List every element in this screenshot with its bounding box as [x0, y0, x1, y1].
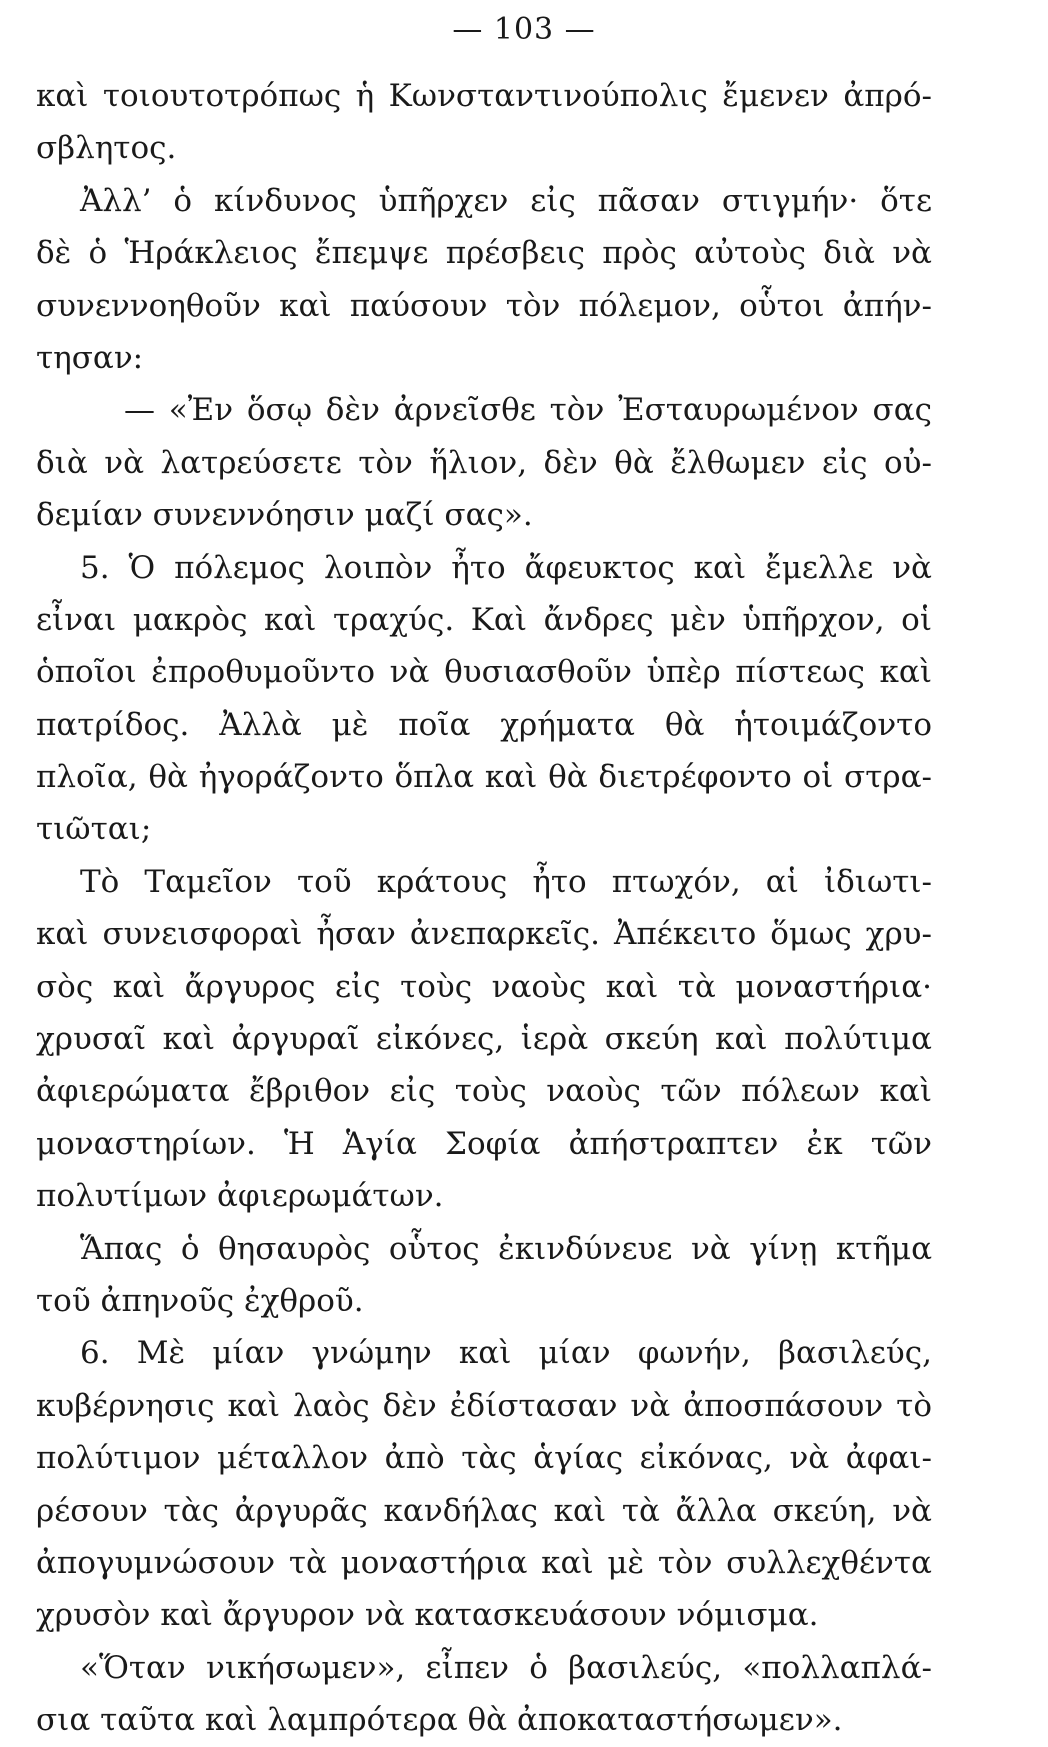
text-line: Τὸ Ταμεῖον τοῦ κράτους ἦτο πτωχόν, αἱ ἰδιωτι- — [80, 863, 932, 900]
text-line: 6. Μὲ μίαν γνώμην καὶ μίαν φωνήν, βασιλεύς, — [80, 1335, 932, 1372]
text-line: συνεννοηθοῦν καὶ παύσουν τὸν πόλεμον, οὗτοι ἀπήν- — [36, 287, 932, 324]
text-line: τοῦ ἀπηνοῦς ἐχθροῦ. — [36, 1282, 364, 1319]
text-line: πολύτιμον μέταλλον ἀπὸ τὰς ἁγίας εἰκόνας, νὰ ἀφαι- — [36, 1440, 932, 1477]
text-line: διὰ νὰ λατρεύσετε τὸν ἥλιον, δὲν θὰ ἔλθωμεν εἰς οὐ- — [36, 444, 932, 481]
text-line: τησαν: — [36, 339, 144, 376]
text-line: σια ταῦτα καὶ λαμπρότερα θὰ ἀποκαταστήσωμεν». — [36, 1702, 843, 1739]
text-line: μοναστηρίων. Ἡ Ἁγία Σοφία ἀπήστραπτεν ἐκ τῶν — [36, 1125, 932, 1162]
text-line: τιῶται; — [36, 811, 152, 848]
body-text — [36, 70, 932, 1747]
text-line: ἀφιερώματα ἔβριθον εἰς τοὺς ναοὺς τῶν πόλεων καὶ — [36, 1073, 932, 1110]
text-line: «Ὅταν νικήσωμεν», εἶπεν ὁ βασιλεύς, «πολλαπλά- — [80, 1649, 932, 1686]
text-line: καὶ συνεισφοραὶ ἦσαν ἀνεπαρκεῖς. Ἀπέκειτο ὅμως χρυ- — [36, 916, 932, 953]
page-number: — 103 — — [452, 12, 596, 47]
text-line: Ἅπας ὁ θησαυρὸς οὗτος ἐκινδύνευε νὰ γίνῃ κτῆμα — [80, 1230, 932, 1267]
text-line: χρυσαῖ καὶ ἀργυραῖ εἰκόνες, ἱερὰ σκεύη καὶ πολύτιμα — [36, 1021, 932, 1058]
text-line: πολυτίμων ἀφιερωμάτων. — [36, 1178, 444, 1215]
text-line: 5. Ὁ πόλεμος λοιπὸν ἦτο ἄφευκτος καὶ ἔμελλε νὰ — [80, 549, 932, 586]
text-line: δεμίαν συνεννόησιν μαζί σας». — [36, 497, 533, 534]
text-line: ἀπογυμνώσουν τὰ μοναστήρια καὶ μὲ τὸν συλλεχθέντα — [36, 1544, 932, 1581]
text-line: ὁποῖοι ἐπροθυμοῦντο νὰ θυσιασθοῦν ὑπὲρ πίστεως καὶ — [36, 654, 932, 691]
text-line: καὶ τοιουτοτρόπως ἡ Κωνσταντινούπολις ἔμενεν ἀπρό- — [36, 78, 932, 114]
text-line: εἶναι μακρὸς καὶ τραχύς. Καὶ ἄνδρες μὲν ὑπῆρχον, οἱ — [36, 601, 932, 638]
text-line: πλοῖα, θὰ ἠγοράζοντο ὅπλα καὶ θὰ διετρέφοντο οἱ στρα- — [36, 759, 932, 796]
text-line: ρέσουν τὰς ἀργυρᾶς κανδήλας καὶ τὰ ἄλλα σκεύη, νὰ — [36, 1492, 932, 1529]
text-line: σὸς καὶ ἄργυρος εἰς τοὺς ναοὺς καὶ τὰ μοναστήρια· — [36, 968, 932, 1005]
text-line: κυβέρνησις καὶ λαὸς δὲν ἐδίστασαν νὰ ἀποσπάσουν τὸ — [36, 1387, 932, 1424]
text-line: σβλητος. — [36, 130, 177, 167]
text-line: χρυσὸν καὶ ἄργυρον νὰ κατασκευάσουν νόμισμα. — [36, 1597, 819, 1634]
text-line: — «Ἐν ὅσῳ δὲν ἀρνεῖσθε τὸν Ἐσταυρωμένον σας — [124, 392, 932, 429]
text-line: πατρίδος. Ἀλλὰ μὲ ποῖα χρήματα θὰ ἡτοιμάζοντο — [36, 706, 932, 743]
text-line: Ἀλλ’ ὁ κίνδυνος ὑπῆρχεν εἰς πᾶσαν στιγμήν· ὅτε — [80, 182, 932, 219]
text-line: δὲ ὁ Ἡράκλειος ἔπεμψε πρέσβεις πρὸς αὐτοὺς διὰ νὰ — [36, 235, 932, 272]
